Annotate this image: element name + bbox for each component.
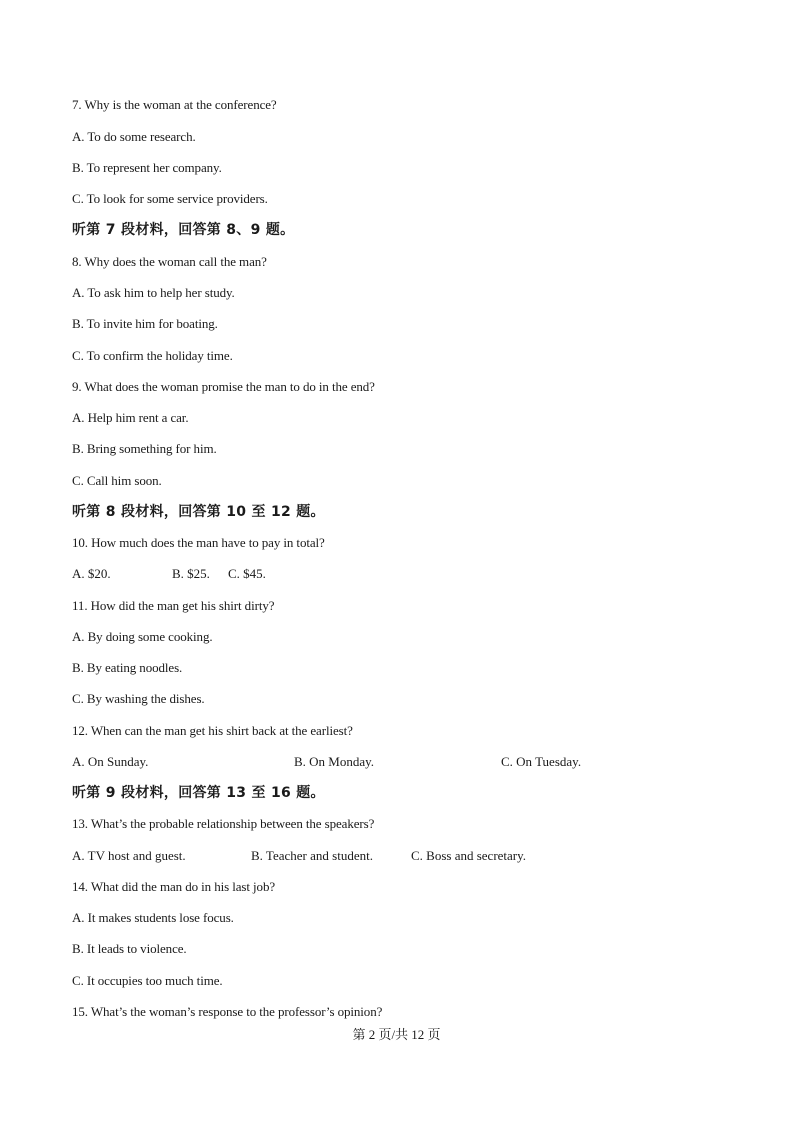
q10-option-c: C. $45.: [228, 566, 266, 581]
question-8: 8. Why does the woman call the man?: [72, 254, 267, 269]
section-heading-8: 听第 8 段材料，回答第 10 至 12 题。: [72, 504, 325, 520]
q11-option-b: B. By eating noodles.: [72, 660, 183, 675]
q9-option-b: B. Bring something for him.: [72, 441, 217, 456]
question-9: 9. What does the woman promise the man to do in the end?: [72, 379, 375, 394]
q8-option-c: C. To confirm the holiday time.: [72, 348, 233, 363]
q11-option-c: C. By washing the dishes.: [72, 691, 205, 706]
q8-option-a: A. To ask him to help her study.: [72, 285, 235, 300]
question-10: 10. How much does the man have to pay in total?: [72, 535, 325, 550]
page-number-footer: 第 2 页/共 12 页: [352, 1027, 441, 1042]
q14-option-a: A. It makes students lose focus.: [72, 910, 234, 925]
q7-option-a: A. To do some research.: [72, 129, 196, 144]
q14-option-b: B. It leads to violence.: [72, 941, 187, 956]
q7-option-c: C. To look for some service providers.: [72, 191, 268, 206]
q13-option-c: C. Boss and secretary.: [411, 848, 527, 863]
q14-option-c: C. It occupies too much time.: [72, 973, 223, 988]
question-15: 15. What’s the woman’s response to the professor’s opinion?: [72, 1004, 383, 1019]
q12-option-b: B. On Monday.: [294, 754, 375, 769]
q11-option-a: A. By doing some cooking.: [72, 629, 213, 644]
q12-option-c: C. On Tuesday.: [501, 754, 582, 769]
q7-option-b: B. To represent her company.: [72, 160, 222, 175]
q10-option-b: B. $25.: [172, 566, 210, 581]
q9-option-c: C. Call him soon.: [72, 473, 162, 488]
q12-option-a: A. On Sunday.: [72, 754, 149, 769]
question-14: 14. What did the man do in his last job?: [72, 879, 276, 894]
question-7: 7. Why is the woman at the conference?: [72, 97, 277, 112]
q9-option-a: A. Help him rent a car.: [72, 410, 189, 425]
question-13: 13. What’s the probable relationship between the speakers?: [72, 816, 375, 831]
section-heading-7: 听第 7 段材料，回答第 8、9 题。: [72, 222, 295, 238]
section-heading-9: 听第 9 段材料，回答第 13 至 16 题。: [72, 785, 325, 801]
q10-option-a: A. $20.: [72, 566, 111, 581]
q13-option-a: A. TV host and guest.: [72, 848, 186, 863]
q13-option-b: B. Teacher and student.: [251, 848, 373, 863]
q8-option-b: B. To invite him for boating.: [72, 316, 218, 331]
question-11: 11. How did the man get his shirt dirty?: [72, 598, 275, 613]
question-12: 12. When can the man get his shirt back at the earliest?: [72, 723, 353, 738]
